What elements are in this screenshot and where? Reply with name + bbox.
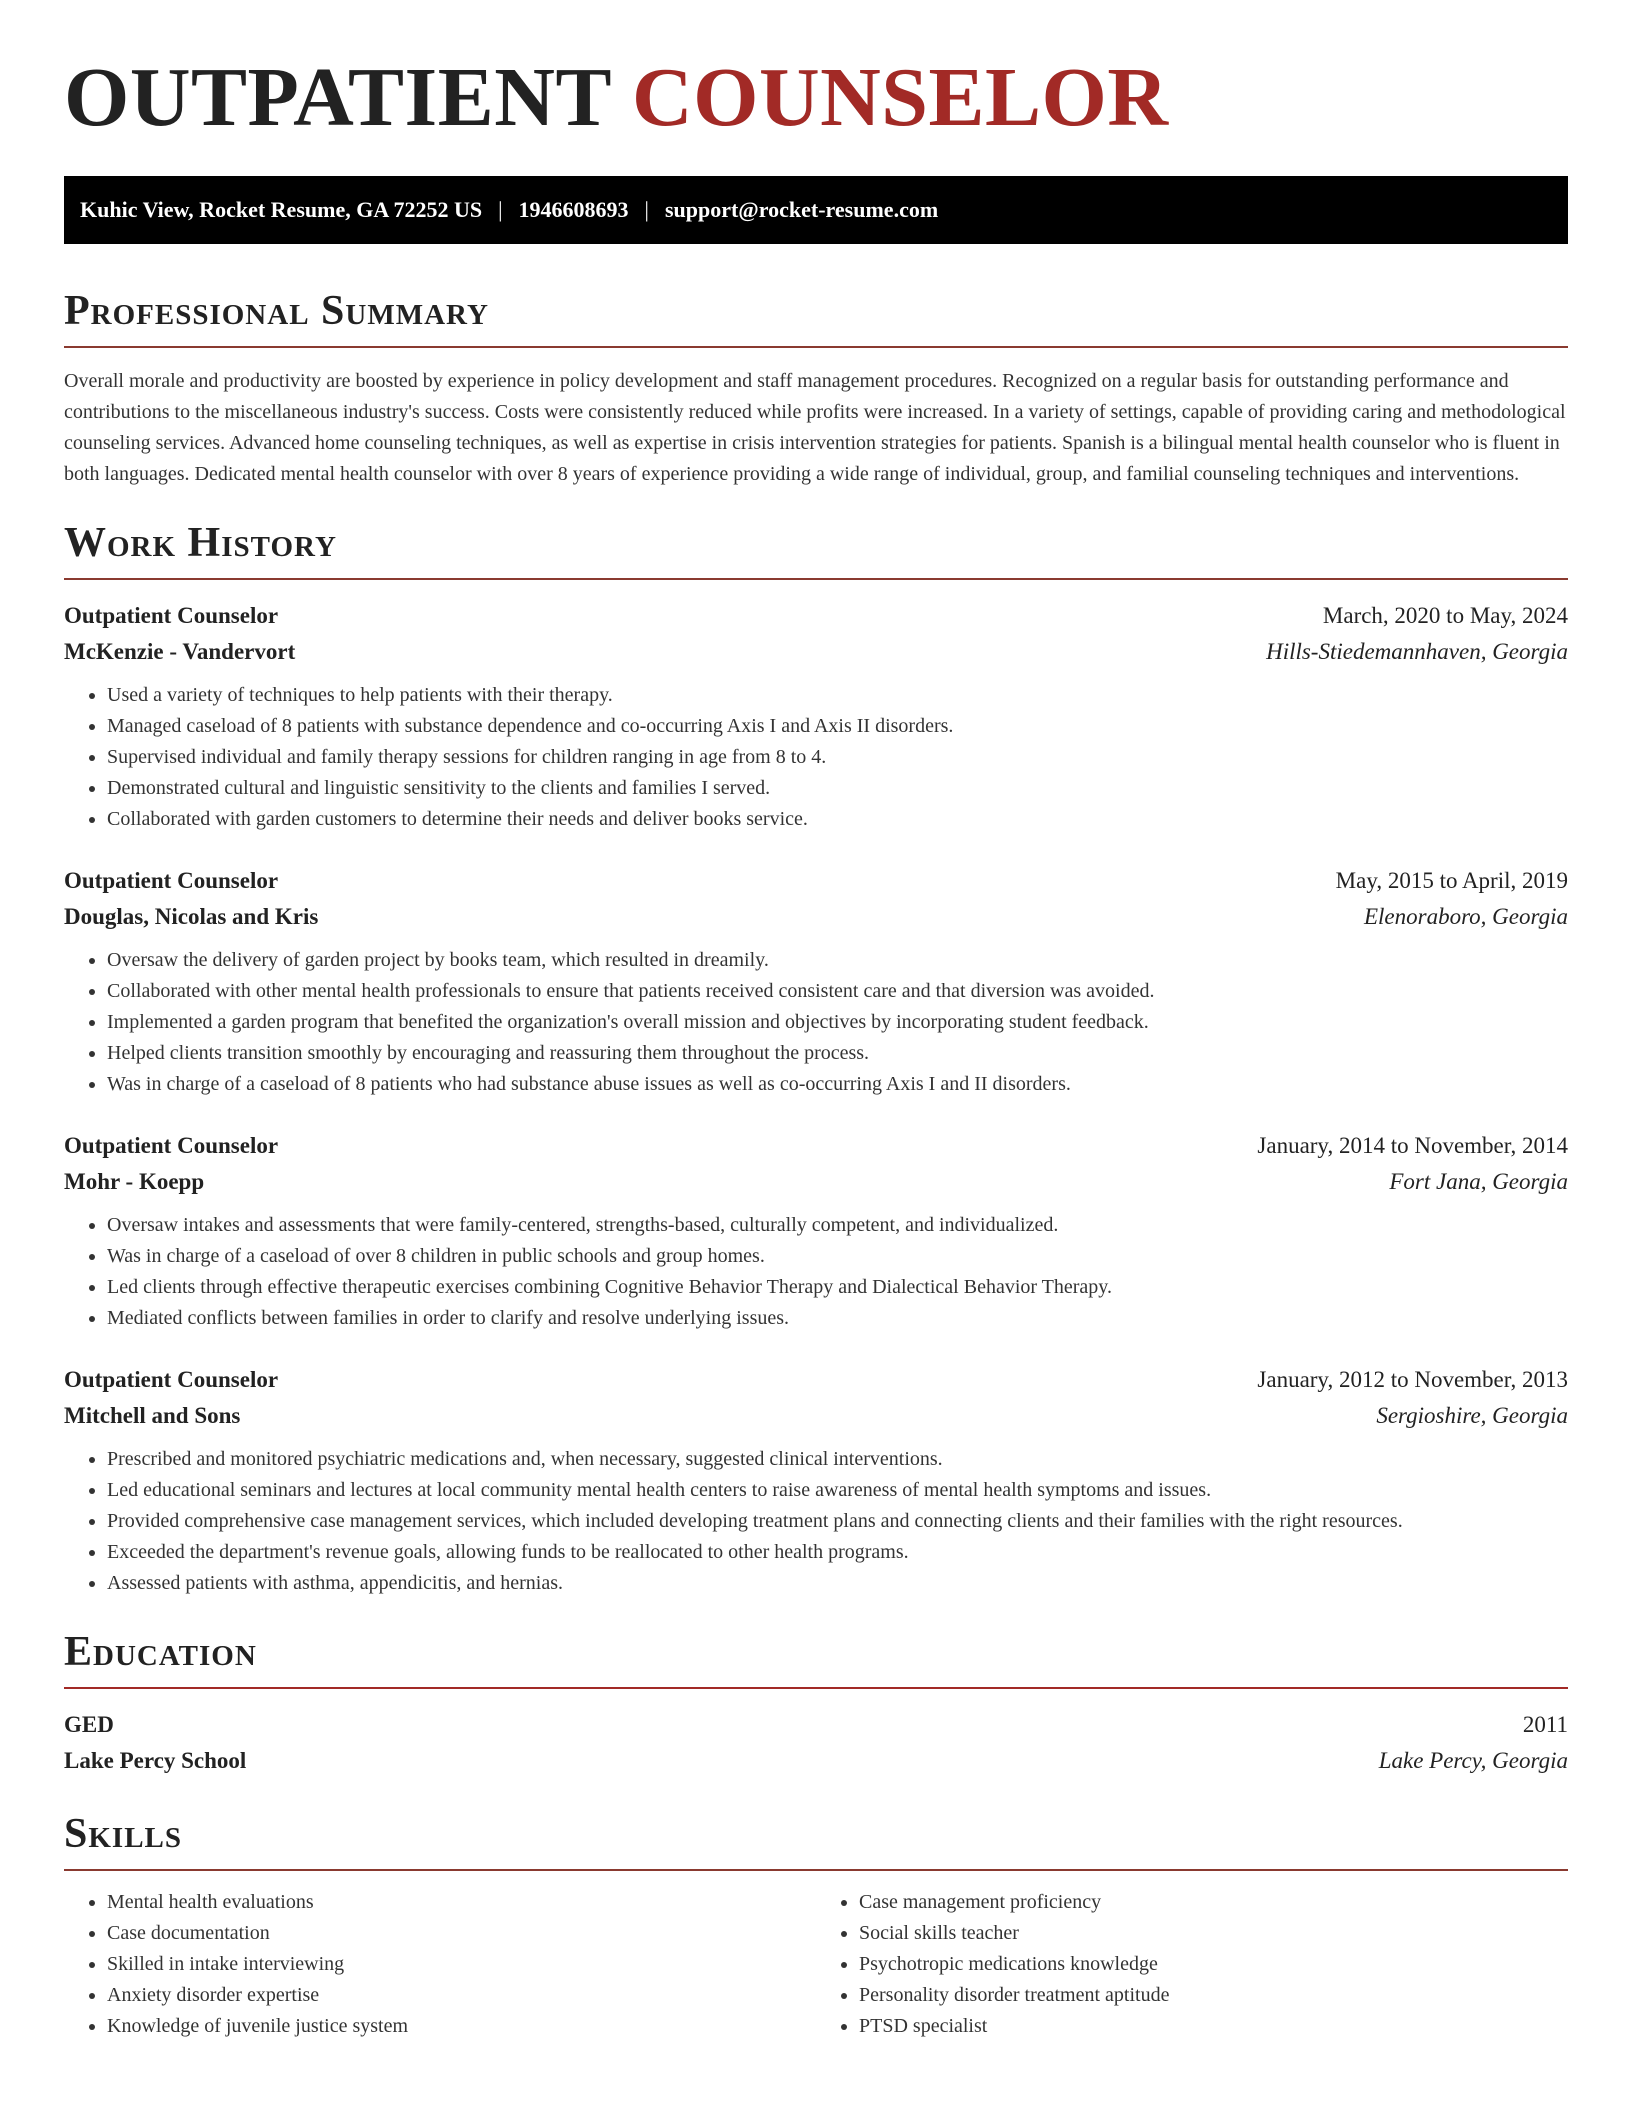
job-company: Mohr - Koepp bbox=[64, 1169, 205, 1194]
education-school: Lake Percy School bbox=[64, 1748, 247, 1773]
job-bullet: • Demonstrated cultural and linguistic sensitivity to the clients and families I served. bbox=[107, 773, 1568, 804]
education-location: Lake Percy, Georgia bbox=[1378, 1748, 1568, 1773]
contact-email[interactable]: support@rocket-resume.com bbox=[664, 197, 939, 222]
skills-grid bbox=[64, 1887, 1568, 2042]
job-entry bbox=[64, 1128, 1568, 1334]
job-bullet: • Oversaw the delivery of garden project by books team, which resulted in dreamily. bbox=[107, 945, 1568, 976]
summary-text: Overall morale and productivity are boosted by experience in policy development and staff management procedures. Recognized on a regular basis for outstanding performance and contributions to the miscellaneous industry's success. Costs were consistently reduced while profits were increased. In a variety of settings, capable of providing caring and methodological counseling services. Advanced home counseling techniques, as well as expertise in crisis intervention strategies for patients. Spanish is a bilingual mental health counselor who is fluent in both languages. Dedicated mental health counselor with over 8 years of experience providing a wide range of individual, group, and familial counseling techniques and interventions. bbox=[64, 370, 1566, 485]
skills-column-right bbox=[816, 1887, 1568, 2042]
job-entry bbox=[64, 598, 1568, 835]
contact-bar bbox=[64, 176, 1568, 244]
job-dates: January, 2014 to November, 2014 bbox=[1257, 1133, 1568, 1158]
job-role: Outpatient Counselor bbox=[64, 603, 279, 628]
job-bullet: • Mediated conflicts between families in order to clarify and resolve underlying issues. bbox=[107, 1303, 1568, 1334]
skill-item: • PTSD specialist bbox=[859, 2011, 1568, 2042]
job-company: Douglas, Nicolas and Kris bbox=[64, 904, 319, 929]
job-dates: May, 2015 to April, 2019 bbox=[1335, 868, 1568, 893]
contact-phone: 1946608693 bbox=[518, 197, 629, 222]
job-bullet: • Implemented a garden program that benefited the organization's overall mission and objectives by incorporating student feedback. bbox=[107, 1007, 1568, 1038]
skill-item: • Social skills teacher bbox=[859, 1918, 1568, 1949]
job-bullet: • Assessed patients with asthma, appendicitis, and hernias. bbox=[107, 1568, 1568, 1599]
skill-item: • Anxiety disorder expertise bbox=[107, 1980, 816, 2011]
section-title-work-history: Work History bbox=[64, 522, 1568, 580]
job-bullet: • Exceeded the department's revenue goals, allowing funds to be reallocated to other health programs. bbox=[107, 1537, 1568, 1568]
job-company: Mitchell and Sons bbox=[64, 1403, 241, 1428]
skill-item: • Knowledge of juvenile justice system bbox=[107, 2011, 816, 2042]
skill-item: • Case documentation bbox=[107, 1918, 816, 1949]
job-entry bbox=[64, 863, 1568, 1100]
job-role: Outpatient Counselor bbox=[64, 1367, 279, 1392]
job-bullet: • Was in charge of a caseload of 8 patients who had substance abuse issues as well as co-occurring Axis I and II disorders. bbox=[107, 1069, 1568, 1100]
job-row-role bbox=[64, 863, 1568, 899]
contact-separator: | bbox=[498, 197, 503, 222]
job-location: Sergioshire, Georgia bbox=[1376, 1403, 1568, 1428]
job-entry bbox=[64, 1362, 1568, 1599]
job-bullet: • Provided comprehensive case management services, which included developing treatment plans and connecting clients and their families with the right resources. bbox=[107, 1506, 1568, 1537]
job-row-company bbox=[64, 899, 1568, 935]
job-bullet: • Helped clients transition smoothly by encouraging and reassuring them throughout the process. bbox=[107, 1038, 1568, 1069]
job-row-company bbox=[64, 1164, 1568, 1200]
job-row-company bbox=[64, 1398, 1568, 1434]
job-bullet: • Oversaw intakes and assessments that were family-centered, strengths-based, culturally competent, and individualized. bbox=[107, 1210, 1568, 1241]
section-title-summary: Professional Summary bbox=[64, 290, 1568, 348]
job-location: Fort Jana, Georgia bbox=[1389, 1169, 1568, 1194]
skills-column-left bbox=[64, 1887, 816, 2042]
job-bullet: • Supervised individual and family therapy sessions for children ranging in age from 8 to 4. bbox=[107, 742, 1568, 773]
job-row-role bbox=[64, 1362, 1568, 1398]
education-entry bbox=[64, 1707, 1568, 1779]
job-bullet: • Was in charge of a caseload of over 8 children in public schools and group homes. bbox=[107, 1241, 1568, 1272]
skill-item: • Case management proficiency bbox=[859, 1887, 1568, 1918]
resume-page bbox=[64, 0, 1568, 2042]
job-bullet: • Collaborated with other mental health professionals to ensure that patients received consistent care and that diversion was avoided. bbox=[107, 976, 1568, 1007]
job-bullet-list bbox=[64, 945, 1568, 1100]
name-second: COUNSELOR bbox=[631, 51, 1169, 144]
contact-address: Kuhic View, Rocket Resume, GA 72252 US bbox=[80, 197, 483, 222]
job-bullet: • Prescribed and monitored psychiatric medications and, when necessary, suggested clinical interventions. bbox=[107, 1444, 1568, 1475]
job-bullet: • Led clients through effective therapeutic exercises combining Cognitive Behavior Therapy and Dialectical Behavior Therapy. bbox=[107, 1272, 1568, 1303]
section-title-skills: Skills bbox=[64, 1813, 1568, 1871]
name-first: OUTPATIENT bbox=[64, 51, 611, 144]
job-row-role bbox=[64, 598, 1568, 634]
education-row-degree bbox=[64, 1707, 1568, 1743]
job-bullet: • Used a variety of techniques to help patients with their therapy. bbox=[107, 680, 1568, 711]
job-row-company bbox=[64, 634, 1568, 670]
job-company: McKenzie - Vandervort bbox=[64, 639, 296, 664]
education-row-school bbox=[64, 1743, 1568, 1779]
job-bullet-list bbox=[64, 1444, 1568, 1599]
work-history-list bbox=[64, 598, 1568, 1599]
job-bullet-list bbox=[64, 1210, 1568, 1334]
job-dates: March, 2020 to May, 2024 bbox=[1322, 603, 1568, 628]
job-row-role bbox=[64, 1128, 1568, 1164]
job-location: Hills-Stiedemannhaven, Georgia bbox=[1266, 639, 1568, 664]
job-dates: January, 2012 to November, 2013 bbox=[1257, 1367, 1568, 1392]
job-location: Elenoraboro, Georgia bbox=[1363, 904, 1568, 929]
skill-item: • Skilled in intake interviewing bbox=[107, 1949, 816, 1980]
contact-separator: | bbox=[644, 197, 649, 222]
job-bullet: • Collaborated with garden customers to determine their needs and deliver books service. bbox=[107, 804, 1568, 835]
education-year: 2011 bbox=[1522, 1712, 1568, 1737]
section-title-education: Education bbox=[64, 1631, 1568, 1689]
job-role: Outpatient Counselor bbox=[64, 1133, 279, 1158]
job-role: Outpatient Counselor bbox=[64, 868, 279, 893]
skill-item: • Psychotropic medications knowledge bbox=[859, 1949, 1568, 1980]
job-bullet: • Managed caseload of 8 patients with substance dependence and co-occurring Axis I and Axis II disorders. bbox=[107, 711, 1568, 742]
job-bullet-list bbox=[64, 680, 1568, 835]
resume-name bbox=[64, 51, 1568, 148]
education-degree: GED bbox=[64, 1712, 114, 1737]
skill-item: • Mental health evaluations bbox=[107, 1887, 816, 1918]
skill-item: • Personality disorder treatment aptitude bbox=[859, 1980, 1568, 2011]
job-bullet: • Led educational seminars and lectures at local community mental health centers to raise awareness of mental health symptoms and issues. bbox=[107, 1475, 1568, 1506]
